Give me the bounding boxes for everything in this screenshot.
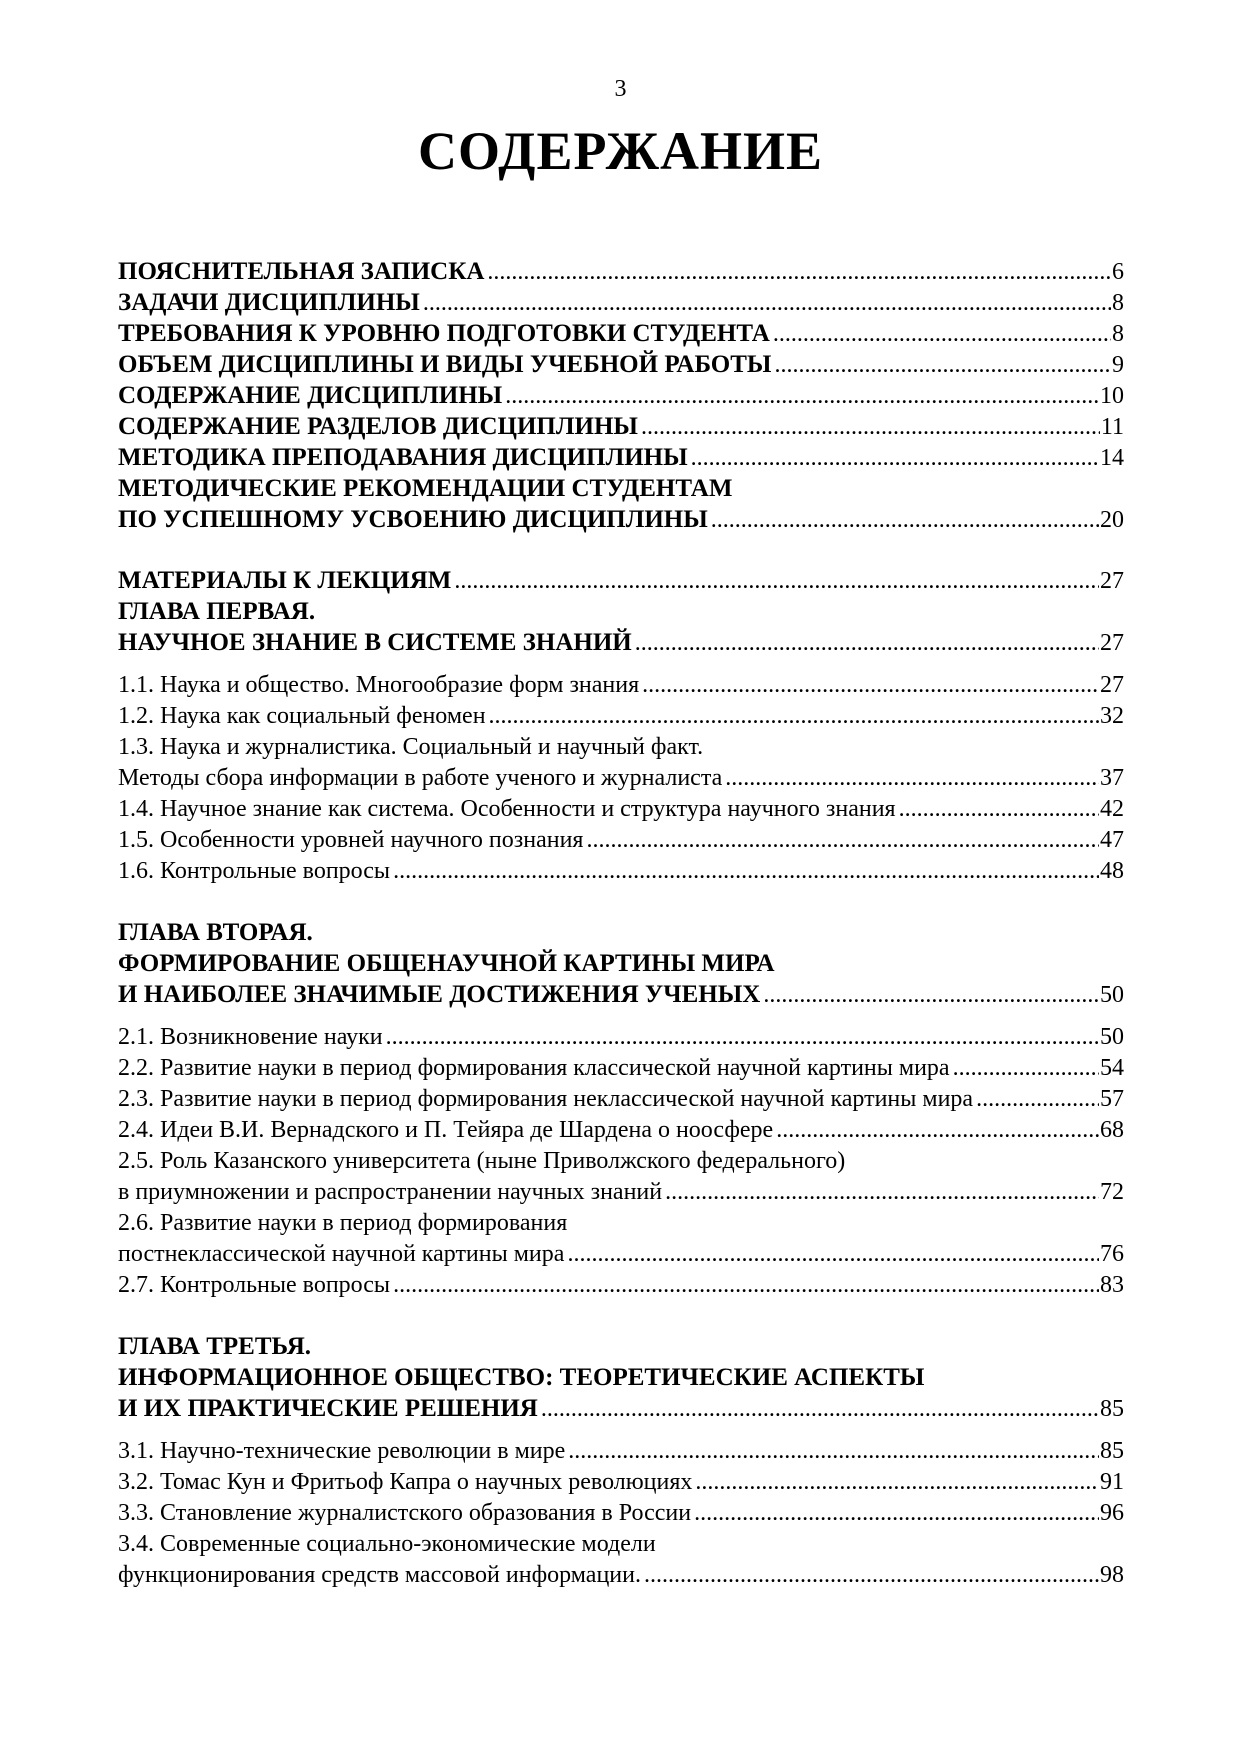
toc-entry-2-2[interactable]: 2.2. Развитие науки в период формирования классической научной картины мира ..... 54 [118, 1053, 1124, 1084]
toc-chapter-3-title-line2[interactable]: И ИХ ПРАКТИЧЕСКИЕ РЕШЕНИЯ ..... 85 [118, 1393, 1124, 1424]
toc-entry-1-2[interactable]: 1.2. Наука как социальный феномен ..... 32 [118, 701, 1124, 732]
toc-entry-volume[interactable]: ОБЪЕМ ДИСЦИПЛИНЫ И ВИДЫ УЧЕБНОЙ РАБОТЫ ..... 9 [118, 349, 1124, 380]
toc-chapter-3-label[interactable]: ГЛАВА ТРЕТЬЯ. [118, 1333, 312, 1360]
section-gap [118, 535, 1124, 565]
toc-entry-2-6-line2[interactable]: постнеклассической научной картины мира ..... 76 [118, 1239, 1124, 1270]
toc-chapter-2-title-line1[interactable]: ФОРМИРОВАНИЕ ОБЩЕНАУЧНОЙ КАРТИНЫ МИРА [118, 950, 775, 977]
toc-entry-explanatory-note[interactable]: ПОЯСНИТЕЛЬНАЯ ЗАПИСКА ..... 6 [118, 256, 1124, 287]
toc-entry-1-5[interactable]: 1.5. Особенности уровней научного познания ..... 47 [118, 825, 1124, 856]
section-gap [118, 887, 1124, 917]
toc-chapter-2-title-line2[interactable]: И НАИБОЛЕЕ ЗНАЧИМЫЕ ДОСТИЖЕНИЯ УЧЕНЫХ ..... 50 [118, 979, 1124, 1010]
toc-entry-lecture-materials[interactable]: МАТЕРИАЛЫ К ЛЕКЦИЯМ ..... 27 [118, 565, 1124, 596]
toc-entry-1-4[interactable]: 1.4. Научное знание как система. Особенности и структура научного знания ..... 42 [118, 794, 1124, 825]
toc-entry-sections-content[interactable]: СОДЕРЖАНИЕ РАЗДЕЛОВ ДИСЦИПЛИНЫ ..... 11 [118, 411, 1124, 442]
table-of-contents [118, 256, 1124, 1591]
toc-entry-discipline-content[interactable]: СОДЕРЖАНИЕ ДИСЦИПЛИНЫ ..... 10 [118, 380, 1124, 411]
page-number: 3 [614, 76, 627, 102]
section-gap [118, 658, 1124, 670]
toc-entry-1-3-line2[interactable]: Методы сбора информации в работе ученого и журналиста ..... 37 [118, 763, 1124, 794]
toc-entry-3-4-line1[interactable]: 3.4. Современные социально-экономические модели [118, 1531, 656, 1557]
toc-entry-2-7[interactable]: 2.7. Контрольные вопросы ..... 83 [118, 1270, 1124, 1301]
toc-entry-teaching-methods[interactable]: МЕТОДИКА ПРЕПОДАВАНИЯ ДИСЦИПЛИНЫ ..... 14 [118, 442, 1124, 473]
toc-chapter-1-title[interactable]: НАУЧНОЕ ЗНАНИЕ В СИСТЕМЕ ЗНАНИЙ ..... 27 [118, 627, 1124, 658]
page-title: СОДЕРЖАНИЕ [418, 121, 823, 181]
toc-entry-1-3-line1[interactable]: 1.3. Наука и журналистика. Социальный и научный факт. [118, 734, 704, 760]
toc-entry-1-6[interactable]: 1.6. Контрольные вопросы ..... 48 [118, 856, 1124, 887]
toc-entry-3-3[interactable]: 3.3. Становление журналистского образования в России ..... 96 [118, 1498, 1124, 1529]
section-gap [118, 1424, 1124, 1436]
toc-entry-recommendations-line2[interactable]: ПО УСПЕШНОМУ УСВОЕНИЮ ДИСЦИПЛИНЫ ..... 20 [118, 504, 1124, 535]
toc-chapter-3-title-line1[interactable]: ИНФОРМАЦИОННОЕ ОБЩЕСТВО: ТЕОРЕТИЧЕСКИЕ АСПЕКТЫ [118, 1364, 925, 1391]
toc-entry-2-3[interactable]: 2.3. Развитие науки в период формирования неклассической научной картины мира ..... 57 [118, 1084, 1124, 1115]
section-gap [118, 1010, 1124, 1022]
toc-entry-3-1[interactable]: 3.1. Научно-технические революции в мире ..... 85 [118, 1436, 1124, 1467]
toc-entry-1-1[interactable]: 1.1. Наука и общество. Многообразие форм знания ..... 27 [118, 670, 1124, 701]
toc-entry-requirements[interactable]: ТРЕБОВАНИЯ К УРОВНЮ ПОДГОТОВКИ СТУДЕНТА ..... 8 [118, 318, 1124, 349]
toc-entry-recommendations-line1[interactable]: МЕТОДИЧЕСКИЕ РЕКОМЕНДАЦИИ СТУДЕНТАМ [118, 475, 733, 502]
toc-entry-2-5-line2[interactable]: в приумножении и распространении научных знаний ..... 72 [118, 1177, 1124, 1208]
toc-chapter-1-label[interactable]: ГЛАВА ПЕРВАЯ. [118, 598, 316, 625]
section-gap [118, 1301, 1124, 1331]
toc-chapter-2-label[interactable]: ГЛАВА ВТОРАЯ. [118, 919, 313, 946]
toc-entry-3-2[interactable]: 3.2. Томас Кун и Фритьоф Капра о научных революциях ..... 91 [118, 1467, 1124, 1498]
toc-entry-2-6-line1[interactable]: 2.6. Развитие науки в период формирования [118, 1210, 568, 1236]
toc-entry-2-4[interactable]: 2.4. Идеи В.И. Вернадского и П. Тейяра де Шардена о ноосфере ..... 68 [118, 1115, 1124, 1146]
toc-entry-discipline-tasks[interactable]: ЗАДАЧИ ДИСЦИПЛИНЫ ..... 8 [118, 287, 1124, 318]
toc-entry-2-5-line1[interactable]: 2.5. Роль Казанского университета (ныне Приволжского федерального) [118, 1148, 846, 1174]
toc-entry-3-4-line2[interactable]: функционирования средств массовой информации. ..... 98 [118, 1560, 1124, 1591]
toc-entry-2-1[interactable]: 2.1. Возникновение науки ..... 50 [118, 1022, 1124, 1053]
